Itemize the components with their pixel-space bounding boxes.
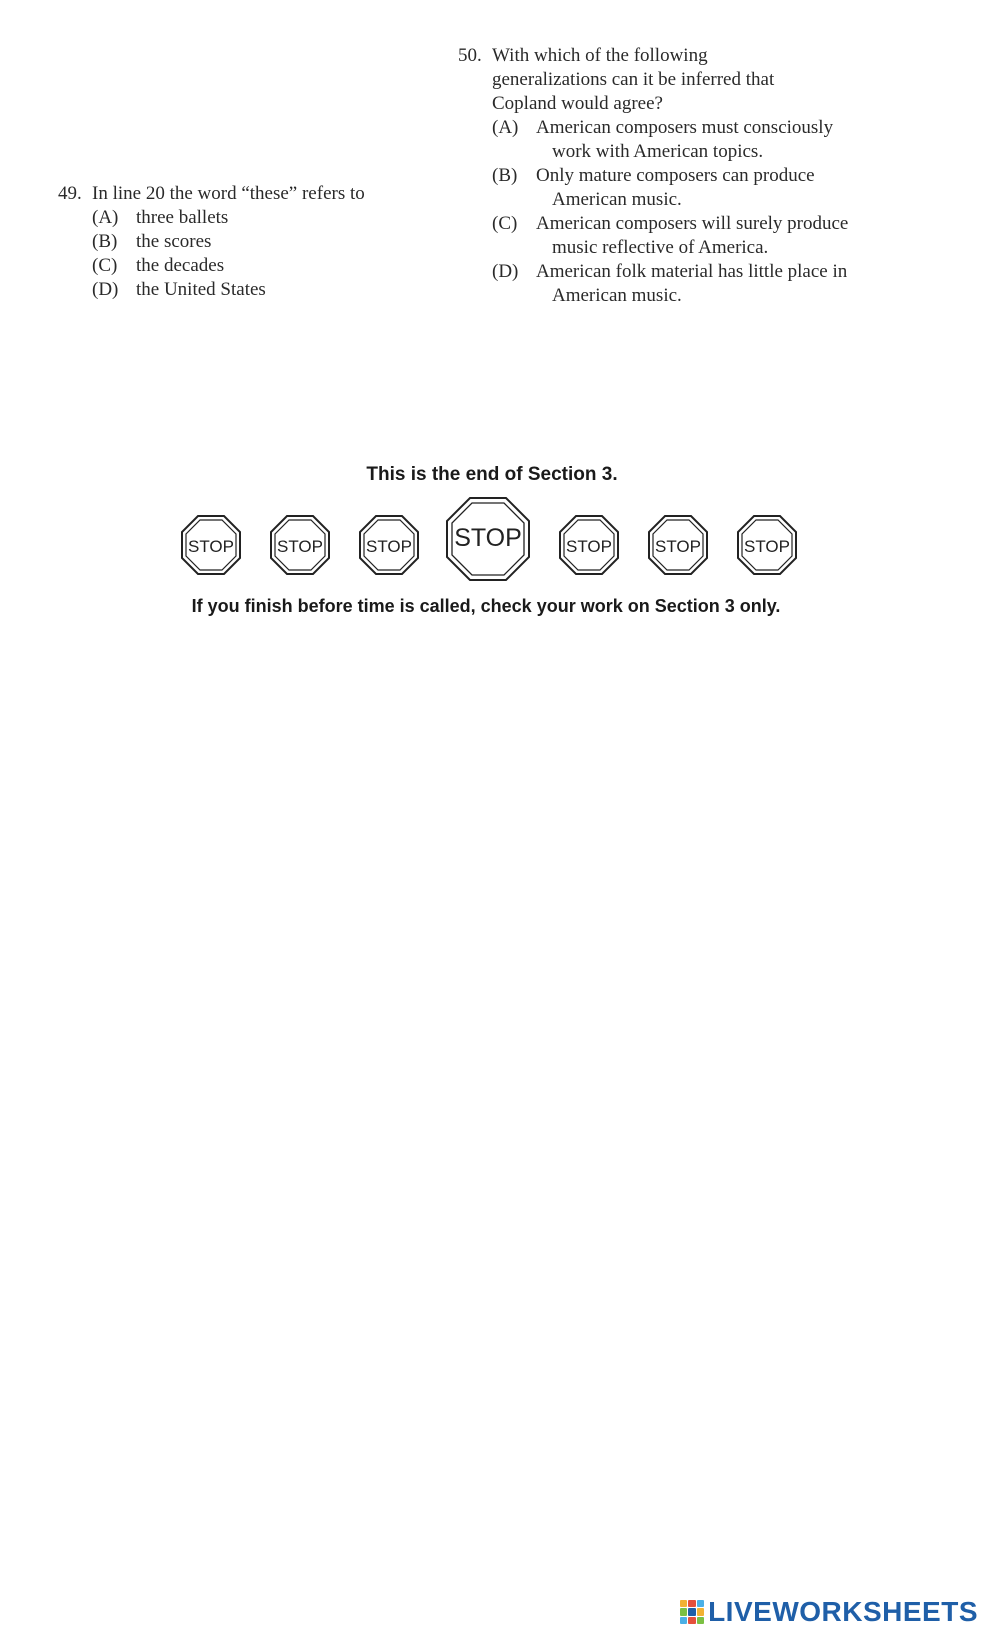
stop-sign-label: STOP <box>744 537 790 556</box>
option-text: the scores <box>136 231 212 252</box>
option-letter: (C) <box>92 255 118 276</box>
stop-sign-icon <box>269 514 331 576</box>
finish-instruction: If you finish before time is called, check your work on Section 3 only. <box>191 596 781 616</box>
option-letter: (A) <box>492 117 519 138</box>
end-of-section-title: This is the end of Section 3. <box>366 464 618 485</box>
answer-options <box>458 116 873 308</box>
question-stem: In line 20 the word “these” refers to <box>92 183 365 204</box>
stop-sign-label: STOP <box>454 524 522 552</box>
option-letter: (B) <box>492 165 518 186</box>
answer-option-b[interactable] <box>458 164 873 212</box>
stop-sign-icon <box>736 514 798 576</box>
option-letter: (C) <box>492 213 518 234</box>
option-text: the United States <box>136 279 266 300</box>
stop-sign-label: STOP <box>366 537 412 556</box>
logo-wordmark: LIVEWORKSHEETS <box>708 1596 978 1627</box>
option-text: American composers will surely produce music reflective of America. <box>536 213 849 258</box>
question-number: 49. <box>58 183 82 204</box>
question-50-stem-row <box>458 44 873 116</box>
answer-option-d[interactable] <box>58 278 438 302</box>
question-50 <box>458 44 873 308</box>
answer-option-c[interactable] <box>458 212 873 260</box>
answer-option-d[interactable] <box>458 260 873 308</box>
answer-option-a[interactable] <box>458 116 873 164</box>
option-text: three ballets <box>136 207 229 228</box>
stop-sign-label: STOP <box>277 537 323 556</box>
stop-sign-label: STOP <box>188 537 234 556</box>
logo-grid-icon <box>680 1600 704 1624</box>
option-text: Only mature composers can produce American music. <box>536 165 815 210</box>
stop-sign-icon <box>647 514 709 576</box>
stop-sign-icon <box>180 514 242 576</box>
answer-option-b[interactable] <box>58 230 438 254</box>
answer-option-a[interactable] <box>58 206 438 230</box>
option-text: the decades <box>136 255 225 276</box>
option-text: American folk material has little place in American music. <box>536 261 848 306</box>
stop-sign-row <box>180 500 820 590</box>
answer-options <box>58 206 438 302</box>
question-number: 50. <box>458 45 482 66</box>
stop-sign-icon <box>558 514 620 576</box>
option-letter: (B) <box>92 231 118 252</box>
stop-sign-label: STOP <box>566 537 612 556</box>
option-letter: (D) <box>492 261 519 282</box>
question-stem: With which of the following generalizations can it be inferred that Copland would agree? <box>492 45 775 114</box>
question-49 <box>58 182 438 302</box>
stop-sign-icon <box>358 514 420 576</box>
answer-option-c[interactable] <box>58 254 438 278</box>
option-letter: (D) <box>92 279 119 300</box>
liveworksheets-logo <box>680 1595 978 1629</box>
stop-sign-icon-large <box>445 496 531 582</box>
question-49-stem-row <box>58 182 438 206</box>
option-text: American composers must consciously work with American topics. <box>536 117 834 162</box>
option-letter: (A) <box>92 207 119 228</box>
stop-sign-label: STOP <box>655 537 701 556</box>
